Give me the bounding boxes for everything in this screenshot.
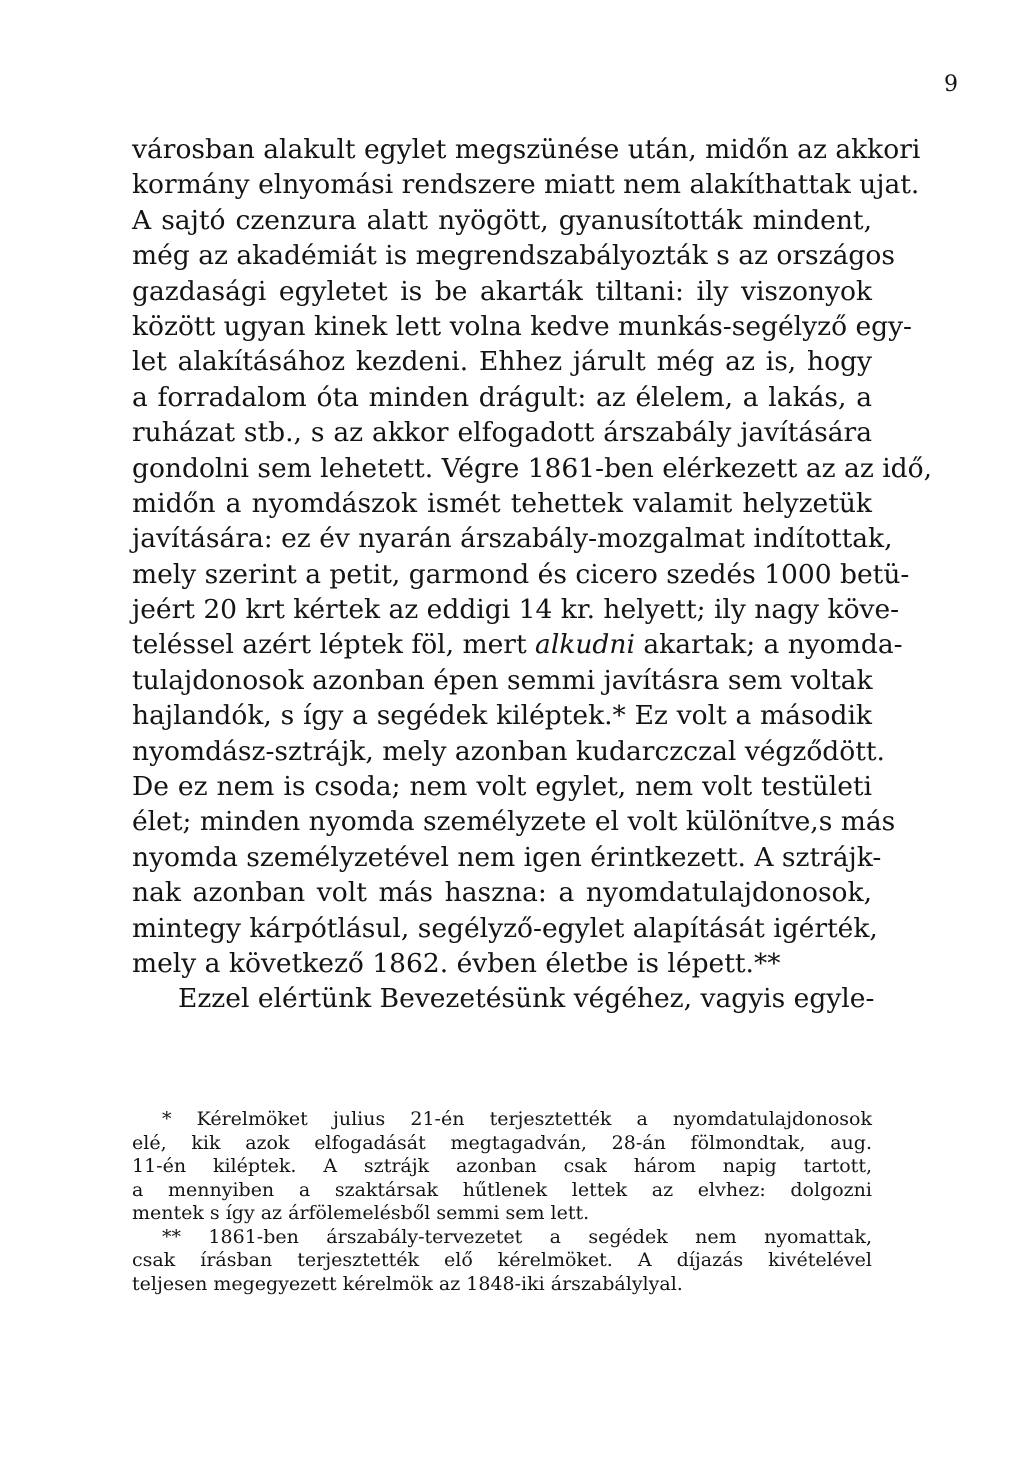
text-line: élet; minden nyomda személyzete el volt különítve,s más [132,806,896,838]
text-line: mely szerint a petit, garmond és cicero szedés 1000 betü- [132,558,910,590]
text-line: között ugyan kinek lett volna kedve munkás-segélyző egy- [132,310,913,342]
text-line: De ez nem is csoda; nem volt egylet, nem volt testületi [132,771,872,803]
footnotes [132,1108,872,1296]
footnote-line: csak írásban terjesztették elő kérelmöket. A díjazás kivételével [132,1249,872,1271]
text-line: gazdasági egyletet is be akarták tiltani: ily viszonyok [132,275,872,307]
text-line: jeért 20 krt kértek az eddigi 14 kr. helyett; ily nagy köve- [132,594,900,626]
text-line: városban alakult egylet megszünése után, midőn az akkori [132,134,921,165]
text-line: mintegy kárpótlásul, segélyző-egylet alapítását igérték, [132,912,878,944]
text-line: tulajdonosok azonban épen semmi javításra sem voltak [132,664,873,696]
text-line-with-italic [132,627,903,662]
text-segment: akartak; a nyomda- [634,629,903,661]
footnote-line: teljesen megegyezett kérelmök az 1848-iki árszabálylyal. [132,1272,683,1295]
text-line: hajlandók, s így a segédek kiléptek.* Ez volt a második [132,700,872,732]
text-line: javítására: ez év nyarán árszabály-mozgalmat indítottak, [132,523,893,555]
footnote-line: elé, kik azok elfogadását megtagadván, 28-án fölmondtak, aug. [132,1131,872,1154]
footnote-line: a mennyiben a szaktársak hűtlenek lettek az elvhez: dolgozni [132,1178,872,1201]
text-line: midőn a nyomdászok ismét tehettek valamit helyzetük [132,487,872,519]
footnote-line: 11-én kiléptek. A sztrájk azonban csak három napig tartott, [132,1155,872,1177]
text-segment: teléssel azért léptek föl, mert [132,629,536,661]
footnote-line: mentek s így az árfölemelésből semmi sem lett. [132,1202,590,1224]
italic-word: alkudni [535,629,635,661]
page-number: 9 [944,72,958,97]
text-line: nyomdász-sztrájk, mely azonban kudarczczal végződött. [132,735,885,767]
text-line: kormány elnyomási rendszere miatt nem alakíthattak ujat. [132,169,920,201]
text-line: A sajtó czenzura alatt nyögött, gyanusították mindent, [132,204,872,236]
text-line: mely a következő 1862. évben életbe is lépett.** [132,947,781,979]
text-line: a forradalom óta minden drágult: az élelem, a lakás, a [132,381,872,413]
text-line: ruházat stb., s az akkor elfogadott árszabály javítására [132,417,872,449]
footnote-line: * Kérelmöket julius 21-én terjesztették a nyomdatulajdonosok [162,1108,872,1130]
text-line: let alakításához kezdeni. Ehhez járult még az is, hogy [132,346,872,378]
text-line: gondolni sem lehetett. Végre 1861-ben elérkezett az az idő, [132,452,933,484]
text-line: nyomda személyzetével nem igen érintkezett. A sztrájk- [132,841,882,873]
paragraph-start-line: Ezzel elértünk Bevezetésünk végéhez, vagyis egyle- [178,983,875,1015]
footnote-line: ** 1861-ben árszabály-tervezetet a segédek nem nyomattak, [162,1225,872,1248]
text-line: nak azonban volt más haszna: a nyomdatulajdonosok, [132,877,872,909]
text-line: még az akadémiát is megrendszabályozták s az országos [132,240,895,272]
main-text [132,132,933,1017]
